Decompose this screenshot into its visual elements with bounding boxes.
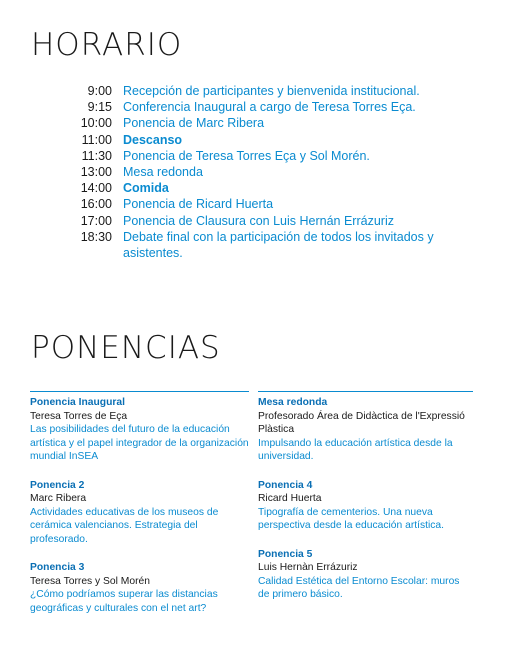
talk-block (30, 479, 249, 547)
schedule-row (60, 115, 460, 131)
column-divider (258, 391, 473, 392)
talk-speaker: Marc Ribera (30, 493, 87, 504)
schedule-description: Comida (123, 181, 169, 196)
schedule-time: 9:00 (87, 84, 112, 98)
ponencias-column-right (258, 391, 473, 617)
schedule-row (60, 229, 460, 261)
schedule-time: 10:00 (80, 116, 112, 131)
talk-label: Ponencia 5 (258, 548, 313, 560)
schedule-description: Ponencia de Teresa Torres Eça y Sol Morén. (123, 148, 370, 163)
talk-label: Ponencia 2 (30, 479, 85, 491)
schedule-time: 9:15 (87, 100, 112, 115)
talk-title: Impulsando la educación artística desde la universidad. (258, 437, 453, 462)
column-divider (30, 391, 249, 392)
schedule-time: 11:00 (81, 132, 112, 147)
talk-title: Calidad Estética del Entorno Escolar: muros de primero básico. (258, 575, 460, 600)
schedule-description: Ponencia de Ricard Huerta (123, 197, 274, 212)
schedule-description: Descanso (123, 132, 183, 147)
schedule-description: Debate final con la participación de todos los invitados y asistentes. (123, 229, 434, 261)
schedule-description: Recepción de participantes y bienvenida institucional. (123, 84, 420, 98)
talk-speaker: Teresa Torres de Eça (30, 410, 128, 422)
schedule-time: 14:00 (80, 181, 112, 196)
talk-speaker: Luis Hernàn Errázuriz (258, 562, 358, 573)
talk-speaker: Teresa Torres y Sol Morén (30, 575, 150, 587)
schedule-list (60, 83, 460, 261)
schedule-description: Conferencia Inaugural a cargo de Teresa Torres Eça. (123, 100, 416, 115)
schedule-row (60, 148, 460, 164)
schedule-row (60, 83, 460, 99)
talk-block (30, 396, 249, 464)
talk-title: Tipografía de cementerios. Una nueva perspectiva desde la educación artística. (258, 506, 445, 531)
schedule-description: Ponencia de Clausura con Luis Hernán Errázuriz (123, 213, 394, 228)
talk-title: ¿Cómo podríamos superar las distancias geográficas y culturales con el net art? (30, 589, 218, 614)
talk-label: Ponencia 4 (258, 479, 313, 491)
talk-speaker: Ricard Huerta (258, 493, 322, 504)
schedule-row (60, 164, 460, 180)
talk-label: Ponencia 3 (30, 562, 85, 573)
schedule-row (60, 132, 460, 148)
schedule-row (60, 180, 460, 196)
talk-block (30, 561, 249, 615)
talk-speaker: Profesorado Área de Didàctica de l'Expressió Plàstica (258, 410, 465, 435)
schedule-description: Mesa redonda (123, 165, 203, 180)
talk-title: Las posibilidades del futuro de la educación artística y el papel integrador de la organización mundial InSEA (30, 424, 249, 462)
schedule-row (60, 99, 460, 115)
horario-title: HORARIO (31, 27, 183, 63)
schedule-time: 18:30 (80, 229, 112, 244)
ponencias-title: PONENCIAS (31, 330, 221, 366)
talk-block (258, 479, 473, 533)
schedule-time: 11:30 (81, 148, 112, 163)
schedule-row (60, 196, 460, 212)
schedule-description: Ponencia de Marc Ribera (123, 116, 265, 131)
talk-block (258, 396, 473, 464)
talk-label: Ponencia Inaugural (30, 397, 125, 408)
ponencias-column-left (30, 391, 249, 630)
schedule-time: 17:00 (80, 213, 112, 228)
schedule-time: 16:00 (80, 197, 112, 212)
schedule-row (60, 213, 460, 229)
schedule-time: 13:00 (80, 165, 112, 180)
talk-label: Mesa redonda (258, 397, 328, 408)
talk-block (258, 548, 473, 602)
talk-title: Actividades educativas de los museos de cerámica valencianos. Estrategia del profesorado. (30, 506, 219, 545)
